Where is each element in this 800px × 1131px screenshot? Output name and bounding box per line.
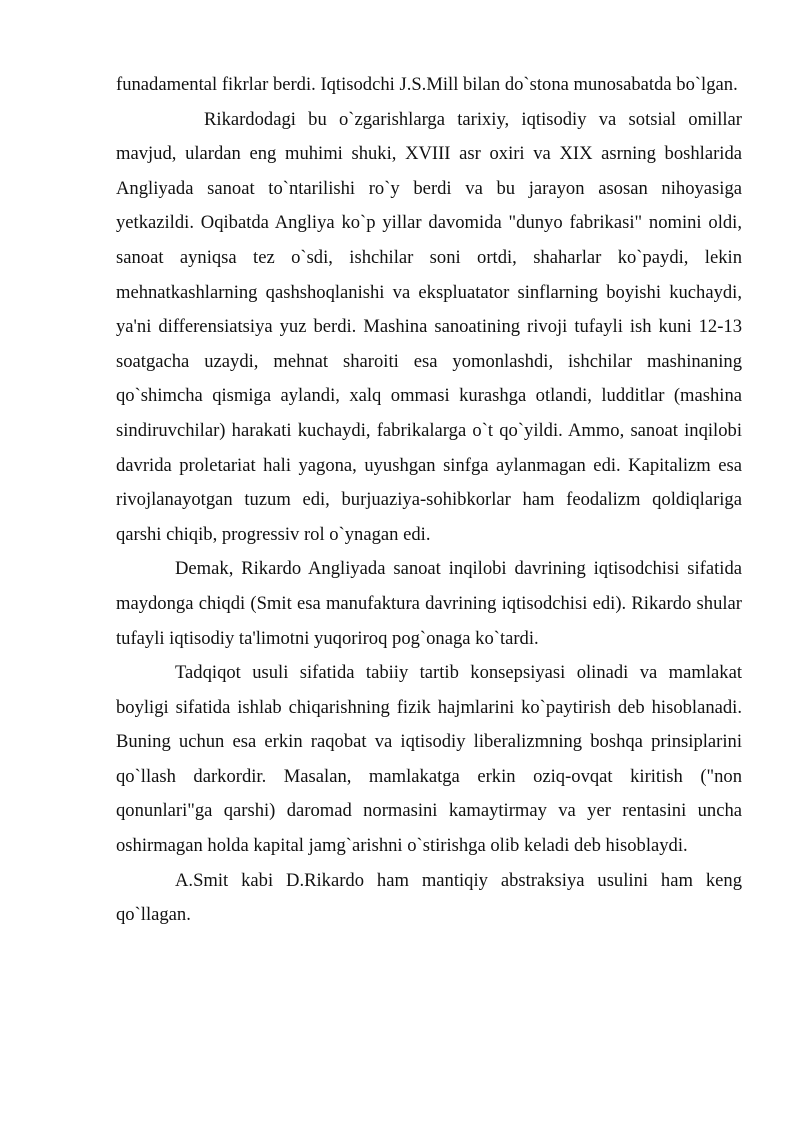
document-page bbox=[116, 68, 742, 933]
paragraph-continuation: funadamental fikrlar berdi. Iqtisodchi J.S.Mill bilan do`stona munosabatda bo`lgan. bbox=[116, 74, 738, 95]
paragraph-research-method: Tadqiqot usuli sifatida tabiiy tartib konsepsiyasi olinadi va mamlakat boyligi sifatida ishlab chiqarishning fizik hajmlarini ko`paytirish deb hisoblanadi. Buning uchun esa erkin raqobat va iqtisodiy liberalizmning boshqa prinsiplarini qo`llash darkordir. Masalan, mamlakatga erkin oziq-ovqat kiritish ("non qonunlari"ga qarshi) daromad normasini kamaytirmay va yer rentasini uncha oshirmagan holda kapital jamg`arishni o`stirishga olib keladi deb hisoblaydi. bbox=[116, 662, 742, 857]
paragraph-abstraction-method: A.Smit kabi D.Rikardo ham mantiqiy abstraksiya usulini ham keng qo`llagan. bbox=[116, 869, 742, 926]
paragraph-historical-factors: Rikardodagi bu o`zgarishlarga tarixiy, iqtisodiy va sotsial omillar mavjud, ulardan eng muhimi shuki, XVIII asr oxiri va XIX asrning boshlarida Angliyada sanoat to`ntarilishi ro`y berdi va bu jarayon asosan nihoyasiga yetkazildi. Oqibatda Angliya ko`p yillar davomida "dunyo fabrikasi" nomini oldi, sanoat ayniqsa tez o`sdi, ishchilar soni ortdi, shaharlar ko`paydi, lekin mehnatkashlarning qashshoqlanishi va ekspluatator sinflarning boyishi kuchaydi, ya'ni differensiatsiya yuz berdi. Mashina sanoatining rivoji tufayli ish kuni 12-13 soatgacha uzaydi, mehnat sharoiti esa yomonlashdi, ishchilar mashinaning qo`shimcha qismiga aylandi, xalq ommasi kurashga otlandi, ludditlar (mashina sindiruvchilar) harakati kuchaydi, fabrikalarga o`t qo`yildi. Ammo, sanoat inqilobi davrida proletariat hali yagona, uyushgan sinfga aylanmagan edi. Kapitalizm esa rivojlanayotgan tuzum edi, burjuaziya-sohibkorlar ham feodalizm qoldiqlariga qarshi chiqib, progressiv rol o`ynagan edi. bbox=[116, 108, 742, 545]
paragraph-ricardo-economist: Demak, Rikardo Angliyada sanoat inqilobi davrining iqtisodchisi sifatida maydonga chiqdi (Smit esa manufaktura davrining iqtisodchisi edi). Rikardo shular tufayli iqtisodiy ta'limotni yuqoriroq pog`onaga ko`tardi. bbox=[116, 558, 742, 649]
